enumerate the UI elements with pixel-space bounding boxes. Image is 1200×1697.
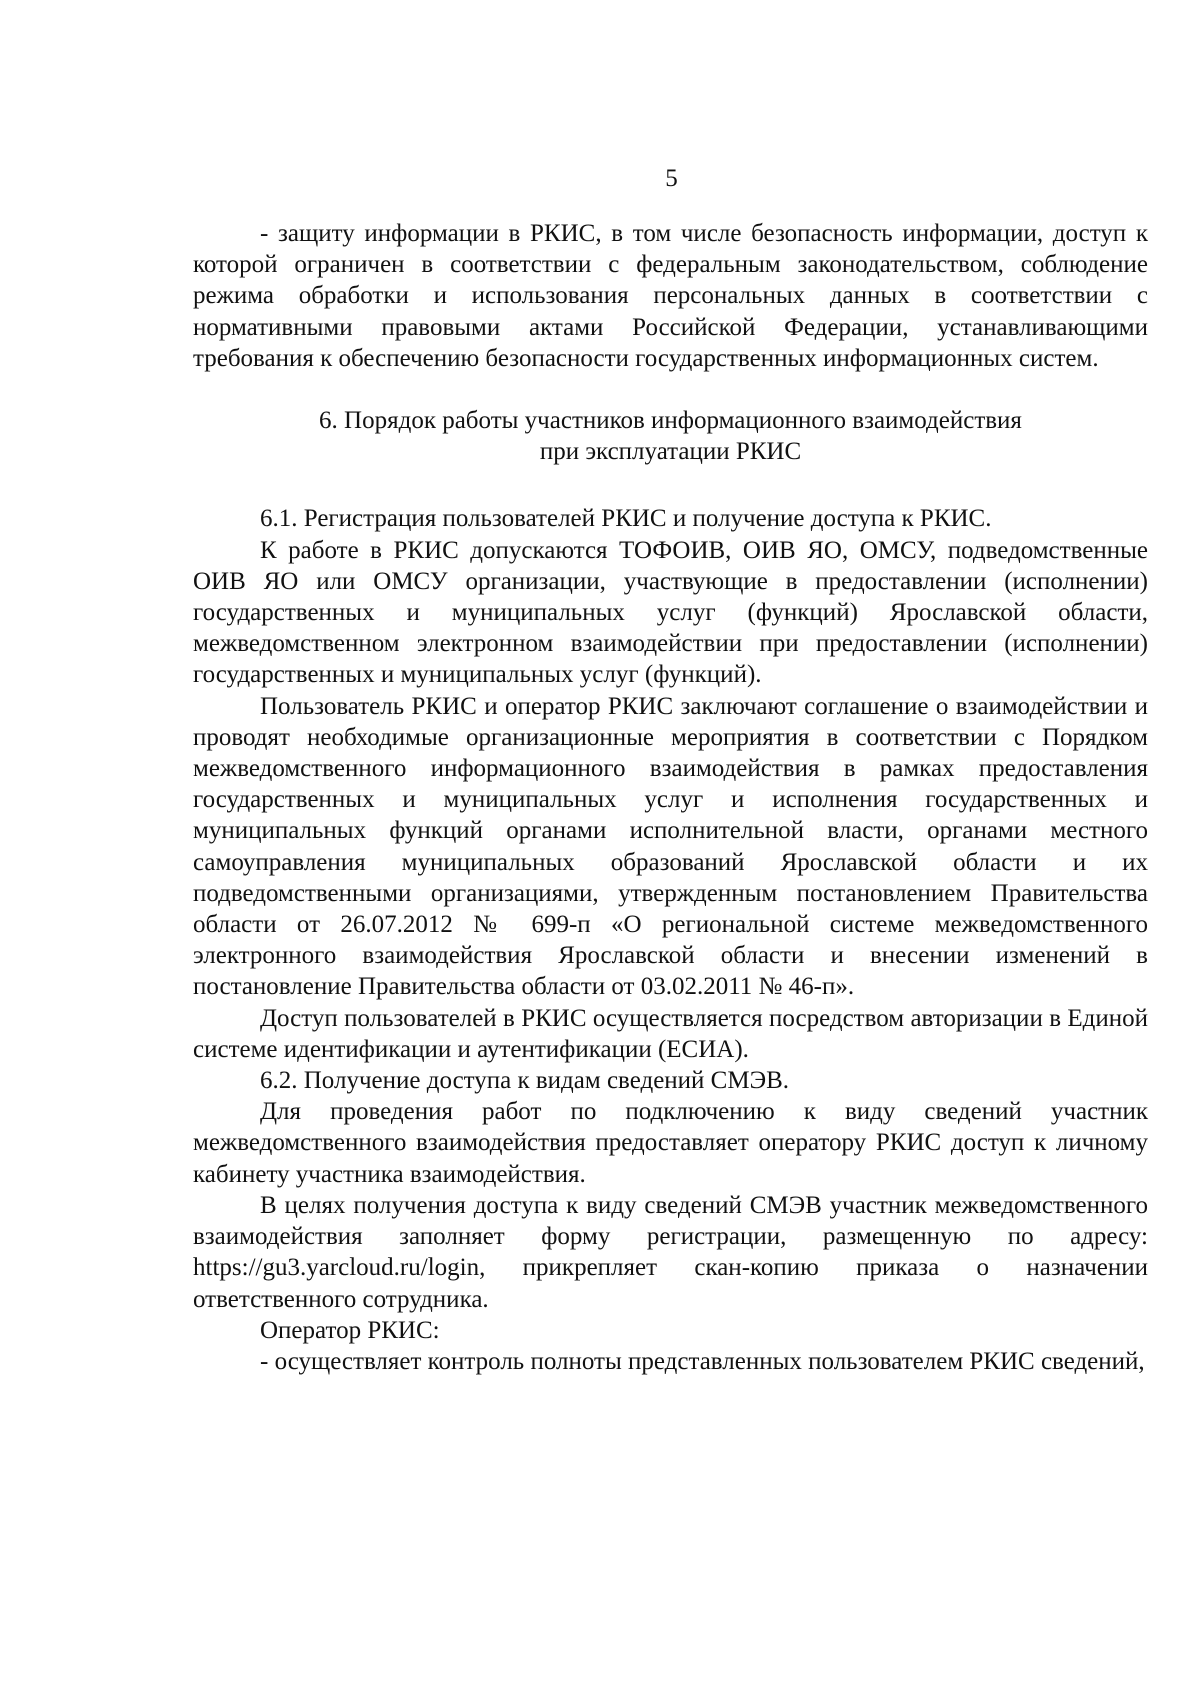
paragraph-info-protection: - защиту информации в РКИС, в том числе безопасность информации, доступ к которой ограничен в соответствии с федеральным законодательством, соблюдение режима обработки и использования персональных данных в соответствии с нормативными правовыми актами Российской Федерации, устанавливающими требования к обеспечению безопасности государственных информационных систем. (193, 220, 1148, 372)
paragraph-registration-form (193, 1190, 1148, 1315)
section-heading-line1: 6. Порядок работы участников информационного взаимодействия (319, 407, 1022, 435)
subsection-6-2-title: 6.2. Получение доступа к видам сведений СМЭВ. (260, 1067, 790, 1095)
page-number: 5 (665, 165, 678, 192)
paragraph-esia-access: Доступ пользователей в РКИС осуществляется посредством авторизации в Единой системе идентификации и аутентификации (ЕСИА). (193, 1004, 1148, 1063)
registration-text-before: В целях получения доступа к виду сведений СМЭВ участник межведомственного взаимодействия заполняет форму регистрации, размещенную по адресу: (193, 1191, 1148, 1251)
registration-url-link[interactable]: https://gu3.yarcloud.ru/login (193, 1254, 480, 1282)
registration-text-after: , прикрепляет скан-копию приказа о назначении ответственного сотрудника. (193, 1254, 1148, 1313)
section-heading-line2: при эксплуатации РКИС (539, 438, 802, 466)
document-body (193, 218, 1148, 1377)
paragraph-operator-label: Оператор РКИС: (260, 1316, 440, 1344)
paragraph-personal-cabinet: Для проведения работ по подключению к виду сведений участник межведомственного взаимодействия предоставляет оператору РКИС доступ к личному кабинету участника взаимодействия. (193, 1098, 1148, 1188)
section-heading (193, 405, 1148, 467)
paragraph-operator-control: - осуществляет контроль полноты представленных пользователем РКИС сведений, (260, 1347, 1145, 1375)
paragraph-admission: К работе в РКИС допускаются ТОФОИВ, ОИВ ЯО, ОМСУ, подведомственные ОИВ ЯО или ОМСУ организации, участвующие в предоставлении (исполнении) государственных и муниципальных услуг (функций) Ярославской области, межведомственном электронном взаимодействии при предоставлении (исполнении) государственных и муниципальных услуг (функций). (193, 536, 1148, 689)
paragraph-agreement: Пользователь РКИС и оператор РКИС заключают соглашение о взаимодействии и проводят необходимые организационные мероприятия в соответствии с Порядком межведомственного информационного взаимодействия в рамках предоставления государственных и муниципальных услуг и исполнения государственных и муниципальных функций органами исполнительной власти, органами местного самоуправления муниципальных образований Ярославской области и их подведомственными организациями, утвержденным постановлением Правительства области от 26.07.2012 № 699-п «О региональной системе межведомственного электронного взаимодействия Ярославской области и внесении изменений в постановление Правительства области от 03.02.2011 № 46-п». (193, 692, 1148, 1001)
subsection-6-1-title: 6.1. Регистрация пользователей РКИС и получение доступа к РКИС. (260, 505, 992, 533)
